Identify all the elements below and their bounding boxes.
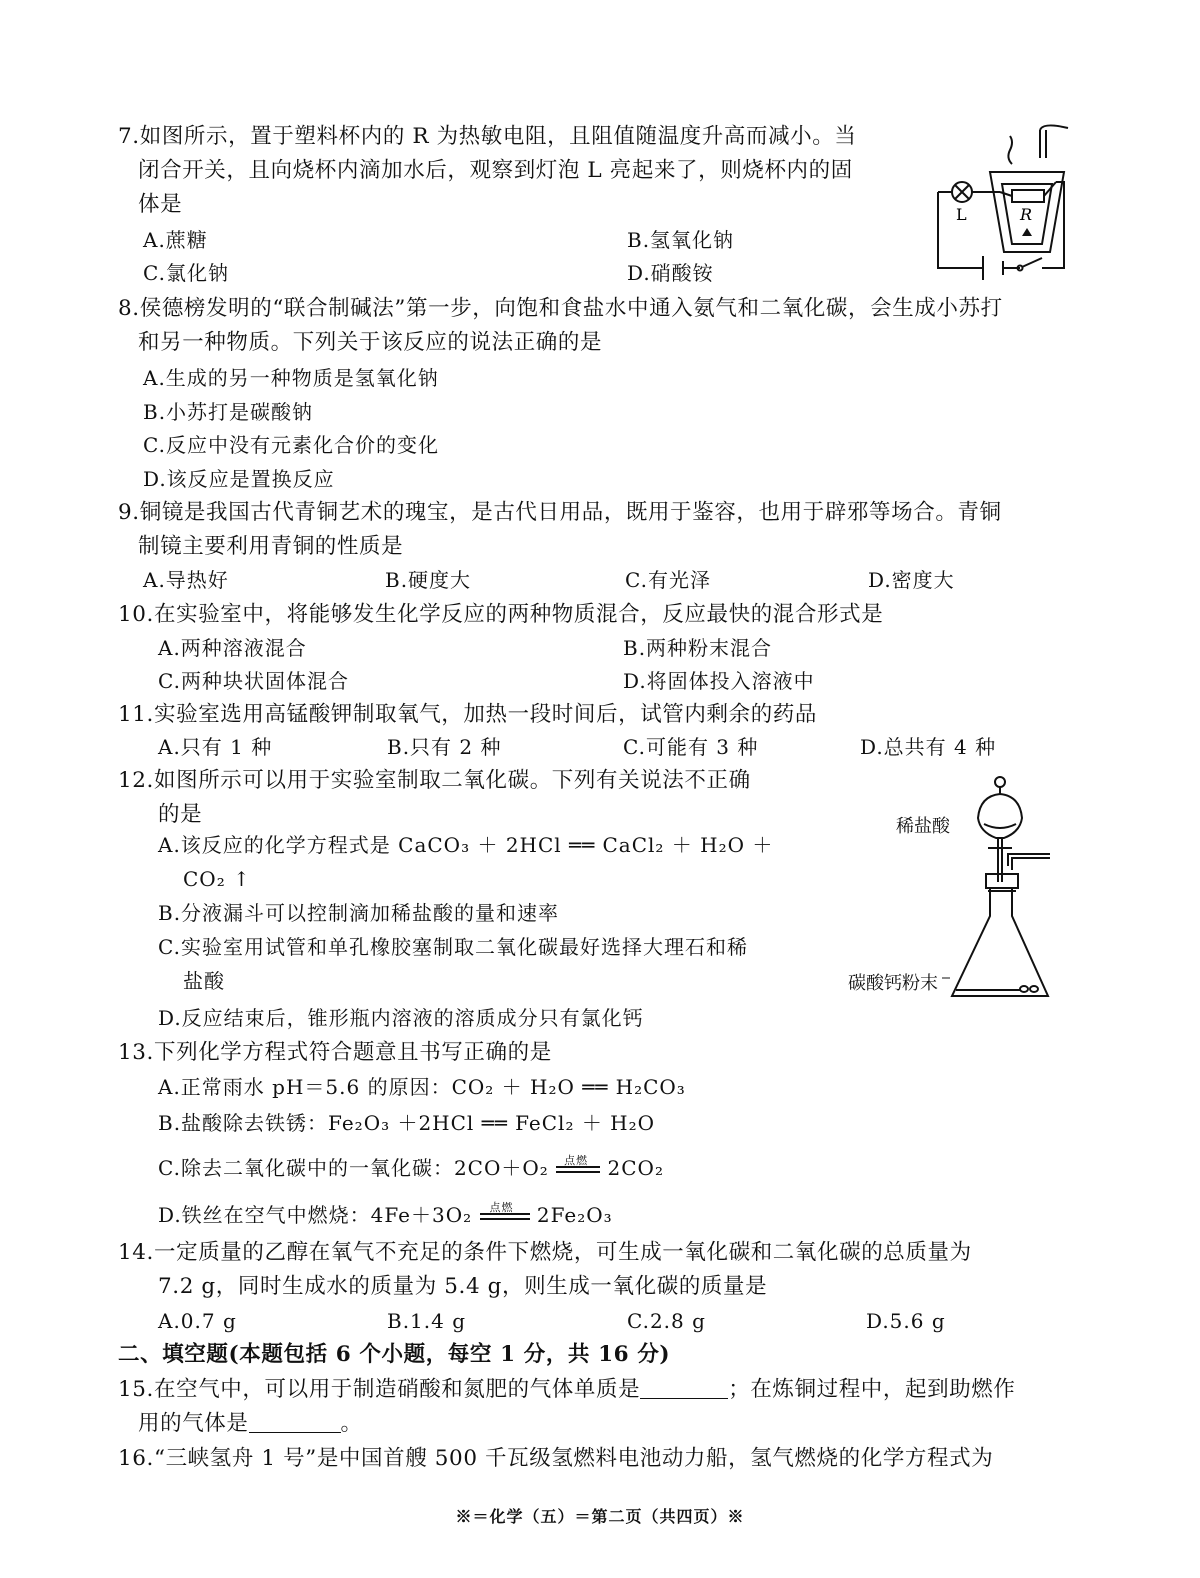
q11-option-d: D.总共有 4 种 — [860, 735, 997, 759]
q12-option-c-line-1: C.实验室用试管和单孔橡胶塞制取二氧化碳最好选择大理石和稀 — [158, 935, 748, 959]
condition-ignite: 点燃 — [489, 1201, 514, 1214]
q7-line-3: 体是 — [138, 192, 183, 217]
q12-option-c-line-2: 盐酸 — [183, 969, 225, 993]
reaction-arrow — [556, 1154, 600, 1173]
q13-option-b: B.盐酸除去铁锈：Fe₂O₃ ＋2HCl ══ FeCl₂ ＋ H₂O — [158, 1111, 656, 1135]
lamp-label: L — [956, 205, 967, 224]
q7-option-b: B.氢氧化钠 — [627, 228, 735, 252]
q9-option-a: A.导热好 — [143, 568, 229, 592]
q10-line-1: 10.在实验室中，将能够发生化学反应的两种物质混合，反应最快的混合形式是 — [118, 602, 884, 627]
q14-option-a: A.0.7 g — [158, 1309, 237, 1333]
q13-line-1: 13.下列化学方程式符合题意且书写正确的是 — [118, 1040, 552, 1065]
q11-line-1: 11.实验室选用高锰酸钾制取氧气，加热一段时间后，试管内剩余的药品 — [118, 702, 817, 727]
q14-line-2: 7.2 g，同时生成水的质量为 5.4 g，则生成一氧化碳的质量是 — [158, 1274, 768, 1299]
q15-answer-blank-2[interactable] — [249, 1410, 341, 1433]
q7-line-1: 7.如图所示，置于塑料杯内的 R 为热敏电阻，且阻值随温度升高而减小。当 — [118, 124, 857, 149]
q14-option-d: D.5.6 g — [866, 1309, 946, 1333]
q13-option-d-product: 2Fe₂O₃ — [536, 1203, 613, 1227]
q8-option-c: C.反应中没有元素化合价的变化 — [143, 433, 439, 457]
q9-option-d: D.密度大 — [868, 568, 955, 592]
q12-line-1: 12.如图所示可以用于实验室制取二氧化碳。下列有关说法不正确 — [118, 768, 751, 793]
q7-option-c: C.氯化钠 — [143, 261, 229, 285]
q12-option-a-line-1: A.该反应的化学方程式是 CaCO₃ ＋ 2HCl ══ CaCl₂ ＋ H₂O ＋ — [158, 833, 774, 857]
q13-option-a: A.正常雨水 pH＝5.6 的原因：CO₂ ＋ H₂O ══ H₂CO₃ — [158, 1075, 686, 1099]
q10-option-d: D.将固体投入溶液中 — [623, 669, 815, 693]
q11-option-a: A.只有 1 种 — [158, 735, 273, 759]
q15-answer-blank-1[interactable] — [640, 1376, 728, 1399]
q8-line-2: 和另一种物质。下列关于该反应的说法正确的是 — [138, 330, 603, 355]
q15-text-2: ；在炼铜过程中，起到助燃作 — [728, 1377, 1016, 1402]
condition-ignite: 点燃 — [564, 1154, 589, 1167]
q12-option-a-line-2: CO₂ ↑ — [183, 867, 251, 891]
q8-option-a: A.生成的另一种物质是氢氧化钠 — [143, 366, 439, 390]
q12-option-b: B.分液漏斗可以控制滴加稀盐酸的量和速率 — [158, 901, 560, 925]
q13-option-c — [158, 1153, 664, 1183]
page-footer: ※＝化学（五）＝第二页（共四页）※ — [455, 1507, 745, 1526]
q8-option-d: D.该反应是置换反应 — [143, 467, 335, 491]
figure-label-dilute-hcl: 稀盐酸 — [896, 816, 950, 837]
q11-option-c: C.可能有 3 种 — [623, 735, 759, 759]
q10-option-b: B.两种粉末混合 — [623, 636, 773, 660]
q14-option-c: C.2.8 g — [627, 1309, 706, 1333]
q15-line-1 — [118, 1375, 1016, 1405]
q8-line-1: 8.侯德榜发明的“联合制碱法”第一步，向饱和食盐水中通入氨气和二氧化碳，会生成小苏打 — [118, 296, 1003, 321]
q13-option-d — [158, 1200, 613, 1230]
reaction-arrow — [480, 1201, 530, 1220]
q12-apparatus-figure — [940, 770, 1070, 1020]
q10-option-a: A.两种溶液混合 — [158, 636, 307, 660]
q13-option-d-text: D.铁丝在空气中燃烧：4Fe＋3O₂ — [158, 1203, 473, 1227]
q15-text-4: 。 — [340, 1411, 363, 1436]
q13-option-c-text: C.除去二氧化碳中的一氧化碳：2CO＋O₂ — [158, 1156, 549, 1180]
q14-option-b: B.1.4 g — [387, 1309, 467, 1333]
q9-line-1: 9.铜镜是我国古代青铜艺术的瑰宝，是古代日用品，既用于鉴容，也用于辟邪等场合。青铜 — [118, 500, 1002, 525]
q13-option-c-product: 2CO₂ — [607, 1156, 664, 1180]
q9-line-2: 制镜主要利用青铜的性质是 — [138, 534, 404, 559]
q15-line-2 — [138, 1409, 363, 1439]
q12-option-d: D.反应结束后，锥形瓶内溶液的溶质成分只有氯化钙 — [158, 1006, 644, 1030]
q9-option-b: B.硬度大 — [385, 568, 472, 592]
q16-line-1: 16.“三峡氢舟 1 号”是中国首艘 500 千瓦级氢燃料电池动力船，氢气燃烧的化学方程式为 — [118, 1446, 994, 1471]
section-2-heading: 二、填空题(本题包括 6 个小题，每空 1 分，共 16 分) — [118, 1342, 671, 1367]
q15-text-3: 用的气体是 — [138, 1411, 249, 1436]
q14-line-1: 14.一定质量的乙醇在氧气不充足的条件下燃烧，可生成一氧化碳和二氧化碳的总质量为 — [118, 1240, 972, 1265]
q7-option-a: A.蔗糖 — [143, 228, 208, 252]
q15-text-1: 15.在空气中，可以用于制造硝酸和氮肥的气体单质是 — [118, 1377, 641, 1402]
q12-line-2: 的是 — [158, 802, 203, 827]
q7-circuit-figure — [928, 120, 1078, 280]
q10-option-c: C.两种块状固体混合 — [158, 669, 349, 693]
q7-option-d: D.硝酸铵 — [627, 261, 714, 285]
figure-label-calcium-carbonate: 碳酸钙粉末 — [848, 973, 938, 994]
q7-line-2: 闭合开关，且向烧杯内滴加水后，观察到灯泡 L 亮起来了，则烧杯内的固 — [138, 158, 853, 183]
resistor-label: R — [1020, 205, 1033, 224]
q8-option-b: B.小苏打是碳酸钠 — [143, 400, 314, 424]
q9-option-c: C.有光泽 — [625, 568, 711, 592]
q11-option-b: B.只有 2 种 — [387, 735, 502, 759]
